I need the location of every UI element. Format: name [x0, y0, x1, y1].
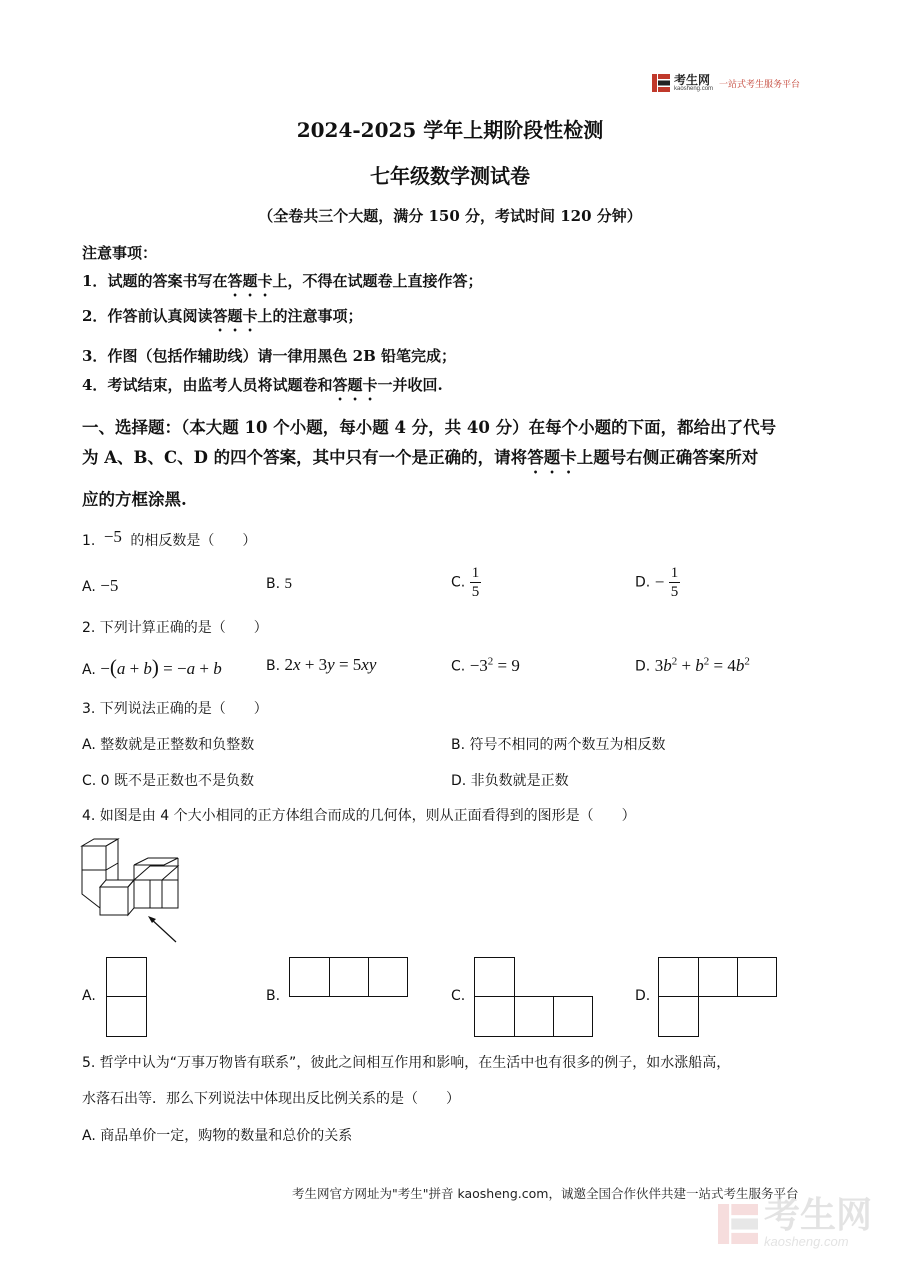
q1-option-b: B. 5 [266, 576, 293, 592]
q3-option-d: D. 非负数就是正数 [451, 773, 569, 789]
question-2: 2. 下列计算正确的是（ ） [82, 620, 268, 636]
fraction-one-fifth: $\frac{1}{5}$ [471, 565, 480, 600]
cube-figure [76, 836, 196, 948]
exam-title: 2024-2025 学年上期阶段性检测 [296, 118, 604, 142]
kaosheng-logo-icon [652, 74, 670, 92]
question-5-line2: 水落石出等．那么下列说法中体现出反比例关系的是（ ） [82, 1091, 460, 1107]
fraction-one-fifth: $\frac{1}{5}$ [670, 565, 679, 600]
note-item-3: 3．作图（包括作辅助线）请一律用黑色 2B 铅笔完成； [82, 347, 456, 365]
header-logo [652, 74, 800, 92]
watermark-text: 考生网 [763, 1195, 872, 1236]
note-item-4: 4．考试结束，由监考人员将试题卷和答题卡一并收回. [82, 376, 443, 394]
q4-option-c-label: C. [451, 988, 466, 1004]
q2-option-c: C. $-3^2 = 9$ [451, 655, 520, 675]
exam-info: （全卷共三个大题，满分 150 分，考试时间 120 分钟） [258, 207, 642, 225]
question-3: 3. 下列说法正确的是（ ） [82, 701, 268, 717]
q3-option-a: A. 整数就是正整数和负整数 [82, 737, 255, 753]
note-item-2: 2．作答前认真阅读答题卡上的注意事项； [82, 307, 363, 325]
logo-slogan: 一站式考生服务平台 [719, 79, 801, 90]
q4-option-a-label: A. [82, 988, 96, 1004]
q1-option-c: C. $\frac{1}{5}$ [451, 565, 480, 600]
q4-option-d-label: D. [635, 988, 651, 1004]
q2-option-b: B. 2x + 3y = 5xy [266, 655, 377, 674]
question-5-line1: 5. 哲学中认为“万事万物皆有联系”，彼此之间相互作用和影响，在生活中也有很多的例子，如水涨船高， [82, 1055, 731, 1071]
exam-subtitle: 七年级数学测试卷 [370, 164, 530, 188]
section1-line2: 为 A、B、C、D 的四个答案，其中只有一个是正确的，请将答题卡上题号右侧正确答案所对 [82, 448, 759, 467]
q4-option-b-label: B. [266, 988, 281, 1004]
q5-option-a: A. 商品单价一定，购物的数量和总价的关系 [82, 1128, 353, 1144]
q2-option-a: A. −(a + b) = −a + b [82, 655, 222, 679]
watermark-domain: kaosheng.com [763, 1234, 849, 1249]
footer-text: 考生网官方网址为"考生"拼音 kaosheng.com，诚邀全国合作伙伴共建一站式考生服务平台 [292, 1186, 799, 1201]
q3-option-c: C. 0 既不是正数也不是负数 [82, 773, 255, 789]
logo-domain: kaosheng.com [674, 86, 714, 92]
q1-option-a: A. −5 [82, 576, 119, 595]
question-4: 4. 如图是由 4 个大小相同的正方体组合而成的几何体，则从正面看得到的图形是（ ） [82, 808, 636, 824]
q3-option-b: B. 符号不相同的两个数互为相反数 [451, 737, 666, 753]
logo-name: 考生网 [674, 73, 711, 87]
section1-line1: 一、选择题：（本大题 10 个小题，每小题 4 分，共 40 分）在每个小题的下面，都给出了代号 [82, 418, 777, 437]
watermark [718, 1195, 872, 1249]
note-item-1: 1．试题的答案书写在答题卡上，不得在试题卷上直接作答； [82, 272, 483, 290]
watermark-logo-icon [718, 1204, 758, 1244]
q1-option-d: D. − $\frac{1}{5}$ [635, 565, 679, 600]
notes-heading: 注意事项： [82, 244, 158, 262]
section1-line3: 应的方框涂黑. [82, 490, 187, 509]
question-1: 1. −5 的相反数是（ ） [82, 527, 257, 549]
q2-option-d: D. $3b^2 + b^2 = 4b^2$ [635, 655, 750, 675]
